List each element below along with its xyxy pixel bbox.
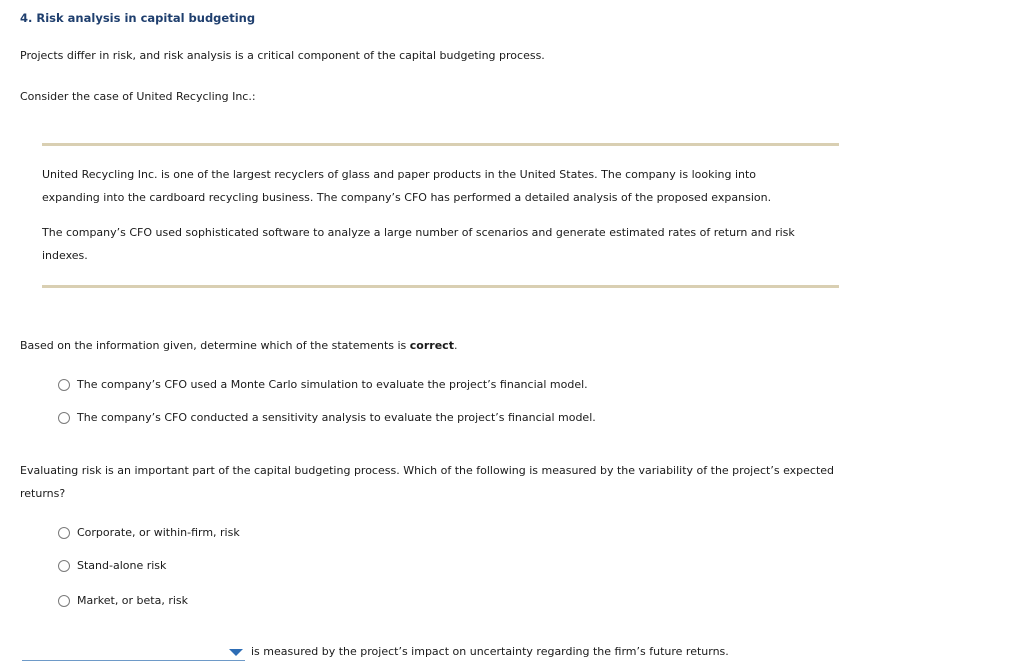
q2-prompt-line2: returns?	[20, 487, 66, 500]
q2-option-label: Stand-alone risk	[77, 559, 167, 572]
consider-text: Consider the case of United Recycling Inc.:	[20, 90, 256, 103]
q1-option-label: The company’s CFO used a Monte Carlo simulation to evaluate the project’s financial model.	[77, 378, 588, 391]
radio-button[interactable]	[58, 595, 70, 607]
radio-button[interactable]	[58, 527, 70, 539]
question-title: 4. Risk analysis in capital budgeting	[20, 11, 256, 25]
q2-option-label: Market, or beta, risk	[77, 594, 189, 607]
q2-option-stand-alone-risk[interactable]	[58, 559, 166, 572]
q1-option-label: The company’s CFO conducted a sensitivity analysis to evaluate the project’s financial model.	[77, 411, 596, 424]
q1-prompt-emphasis: correct	[409, 339, 454, 352]
q1-option-monte-carlo[interactable]	[58, 378, 588, 391]
q2-prompt	[20, 459, 834, 505]
case-paragraph-1	[42, 163, 771, 209]
radio-button[interactable]	[58, 379, 70, 391]
case-p1-line2: expanding into the cardboard recycling business. The company’s CFO has performed a detailed analysis of the proposed expansion.	[42, 191, 772, 204]
case-p1-line1: United Recycling Inc. is one of the largest recyclers of glass and paper products in the United States. The company is looking into	[42, 168, 757, 181]
q2-option-corporate-risk[interactable]	[58, 526, 240, 539]
q2-option-label: Corporate, or within-firm, risk	[77, 526, 240, 539]
q1-option-sensitivity[interactable]	[58, 411, 596, 424]
q1-prompt-prefix: Based on the information given, determine which of the statements is	[20, 339, 410, 352]
case-top-rule	[42, 143, 839, 146]
case-bottom-rule	[42, 285, 839, 288]
q3-sentence: is measured by the project’s impact on uncertainty regarding the firm’s future returns.	[251, 645, 729, 658]
chevron-down-icon[interactable]	[229, 649, 243, 656]
q3-answer-dropdown[interactable]	[22, 646, 245, 661]
radio-button[interactable]	[58, 412, 70, 424]
case-p2-line1: The company’s CFO used sophisticated software to analyze a large number of scenarios and generate estimated rates of return and risk	[42, 226, 795, 239]
radio-button[interactable]	[58, 560, 70, 572]
q2-option-market-risk[interactable]	[58, 594, 188, 607]
q2-prompt-line1: Evaluating risk is an important part of the capital budgeting process. Which of the following is measured by the variability of the project’s expected	[20, 464, 835, 477]
q1-prompt-suffix: .	[453, 339, 458, 352]
q1-prompt	[20, 339, 457, 352]
case-p2-line2: indexes.	[42, 249, 88, 262]
case-paragraph-2	[42, 221, 795, 267]
intro-text: Projects differ in risk, and risk analysis is a critical component of the capital budgeting process.	[20, 49, 545, 62]
